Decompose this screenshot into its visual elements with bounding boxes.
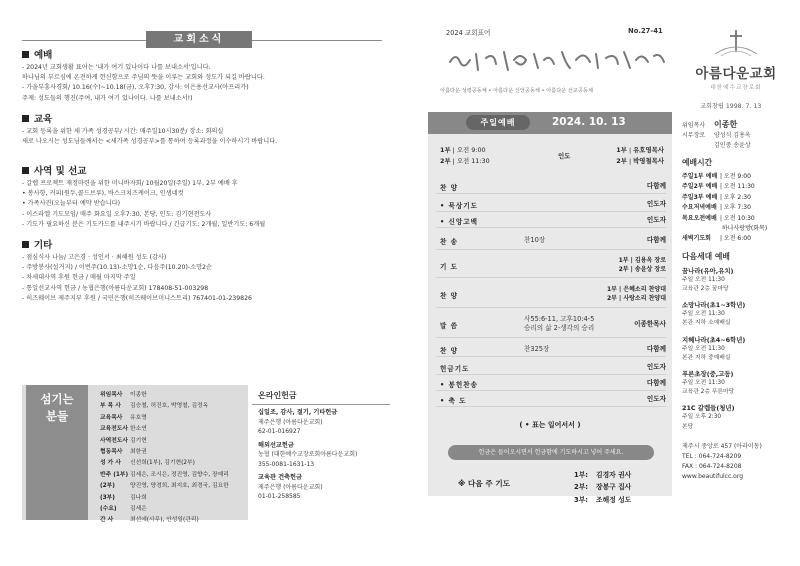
service-time: 하나사랑방(화목) (720, 225, 768, 233)
next-gen-detail: 교육관 2층 꿈마당 (682, 286, 729, 293)
order-detail (524, 345, 549, 354)
offering-detail: 제주은행 (아름다운교회) (258, 418, 323, 426)
next-prayer-part: 3부: (574, 495, 589, 504)
time-value: 오전 11:30 (456, 157, 490, 165)
leader-part: 1부 (616, 146, 627, 154)
staff-names: 유호영 (130, 414, 147, 421)
order-name: • 봉헌찬송 (440, 380, 478, 389)
order-leader (647, 182, 666, 191)
order-detail (524, 315, 594, 333)
next-gen-detail: 주일 오전 11:30 (682, 380, 725, 387)
news-section (22, 113, 390, 147)
staff-role: 성 가 사 (100, 460, 121, 467)
staff-names: 최선애(사무), 안성일(관리) (130, 517, 199, 524)
order-row (436, 178, 666, 194)
section-heading-text: 교육 (34, 114, 53, 125)
staff-row (100, 493, 246, 504)
section-heading (22, 49, 390, 63)
staff-names: 양진영, 양경희, 최지호, 최경국, 김요한 (130, 483, 229, 490)
news-line: - 가을부흥사경회/ 10.16(수)~10.18(금), 오후7:30, 강사: 이은용선교사(아프리카) (22, 84, 249, 92)
staff-label-line: 섬기는 (40, 392, 74, 406)
staff-row (100, 401, 246, 412)
order-leader-line: 1부 | 김용옥 장로 (618, 257, 666, 264)
church-name: 아름다운교회 (695, 66, 777, 82)
order-leader-line: 다함께 (646, 378, 666, 387)
staff-row (100, 481, 246, 492)
news-title: 교회소식 (146, 31, 252, 48)
staff-row (100, 504, 246, 515)
leader-name: 박영철목사 (633, 157, 664, 165)
staff-role: 교육전도사 (100, 426, 128, 433)
order-name: 말 씀 (440, 321, 459, 330)
bullet-square-icon (22, 167, 29, 174)
staff-role: (2부) (100, 483, 115, 490)
next-gen-title: 다음세대 예배 (682, 251, 730, 261)
staff-role: 부 목 사 (100, 403, 121, 410)
staff-names: 최한권 (130, 449, 147, 456)
service-row (682, 224, 794, 234)
staff-row (100, 436, 246, 447)
department-item: • 아름다운 선교공동체 (539, 88, 593, 94)
next-gen-detail: 주일 오전 11:30 (682, 311, 725, 318)
order-leader-line: 다함께 (646, 235, 666, 244)
service-name: 수요저녁예배 (682, 204, 717, 212)
order-leader-line: 1부 | 은혜소리 찬양대 (606, 286, 666, 293)
staff-names: 이종한 (130, 392, 147, 398)
order-leader (647, 363, 666, 372)
staff-role: (수요) (100, 506, 117, 513)
staff-row (100, 470, 246, 481)
news-section (22, 49, 390, 104)
next-prayer-title: ※ 다음 주 기도 (458, 479, 510, 488)
stand-note: ( • 표는 일어서서 ) (519, 421, 581, 429)
order-leader (647, 200, 666, 209)
next-prayer-part: 2부: (574, 483, 589, 492)
online-offering-title: 온라인헌금 (252, 385, 390, 405)
right-page (400, 0, 800, 566)
worship-header (428, 112, 672, 134)
order-leader-line: 2부 | 사랑소리 찬양대 (606, 295, 666, 302)
cross-logo-icon (711, 28, 761, 58)
service-row (682, 214, 794, 224)
news-section (22, 239, 390, 304)
order-leader-line: 인도자 (646, 394, 666, 403)
order-leader (647, 345, 666, 354)
order-row (436, 252, 666, 278)
order-row (436, 280, 666, 308)
order-leader (607, 285, 666, 303)
pastor-name: 이종한 (714, 120, 738, 129)
news-line: • 가족사진(오늘부터 예약 받습니다) (22, 200, 121, 208)
service-row (682, 172, 794, 182)
lead-label: 인도 (558, 152, 571, 160)
leader-name: 유호영목사 (633, 146, 664, 154)
order-name: 기 도 (440, 262, 459, 271)
order-detail (524, 236, 545, 245)
section-heading-text: 예배 (34, 50, 53, 61)
order-leader-line: 다함께 (646, 181, 666, 190)
worship-times (436, 145, 668, 175)
news-section (22, 165, 390, 230)
church-logo (684, 28, 788, 91)
news-header (0, 31, 400, 49)
next-gen-name: 소망나라(초1~3학년) (682, 301, 746, 310)
offering-account (252, 473, 390, 502)
order-leader (634, 320, 666, 329)
pastor-role: 시무장로 (682, 132, 706, 139)
next-prayer-row (574, 469, 631, 481)
time-row: 2부 | 오전 11:30 (440, 157, 490, 165)
order-name: • 묵상기도 (440, 201, 478, 210)
worship-panel (428, 112, 672, 504)
motto-label: 2024 교회표어 (446, 29, 491, 37)
staff-names: 김세은 (130, 506, 147, 513)
service-row (682, 234, 794, 244)
order-name: 찬 양 (440, 183, 459, 192)
order-row (436, 310, 666, 338)
next-gen-item (682, 403, 794, 431)
service-time: | 오전 6:00 (720, 235, 751, 243)
next-gen-item (682, 300, 794, 328)
order-leader (647, 395, 666, 404)
offering-type: 십일조, 감사, 절기, 기타헌금 (258, 409, 338, 416)
contact-line: TEL : 064-724-8209 (682, 453, 742, 461)
staff-list (100, 390, 246, 527)
news-line: - 갈렙 프로젝트 재정마련을 위한 미니바자회/ 10월20일(주일) 1부, 2부 예배 후 (22, 180, 238, 187)
news-line: 새로 나오시는 성도님들께서는 <새가족 성경공부>를 통하여 등록과정을 이수하시기 바랍니다. (22, 138, 278, 146)
pastor-row (682, 131, 794, 141)
order-leader (647, 379, 666, 388)
order-leader-line: 인도자 (646, 362, 666, 371)
next-prayer-name: 김경자 권사 (596, 471, 632, 479)
pastor-row (682, 141, 794, 151)
order-row (436, 230, 666, 250)
staff-row (100, 447, 246, 458)
news-line: - 히즈웨이브 제주지부 후원 / 국민은행(히즈웨이브미니스트리) 767401-01-239826 (22, 294, 252, 302)
section-heading (22, 165, 390, 179)
order-leader (647, 236, 666, 245)
service-time: | 오전 10:30 (720, 214, 755, 222)
staff-row (100, 515, 246, 526)
next-gen-item (682, 335, 794, 363)
issue-number: No.27-41 (628, 27, 663, 35)
service-name: 목요오전예배 (682, 214, 717, 222)
order-name: • 신앙고백 (440, 217, 478, 226)
service-time: | 오후 7:30 (720, 204, 751, 212)
staff-names: 한소연 (130, 426, 147, 433)
service-row (682, 193, 794, 203)
staff-role: (3부) (100, 494, 115, 501)
leader-row: 1부 | 유호영목사 (616, 146, 664, 154)
contact-line: 제주시 중앙로 457 (아라이동) (682, 442, 762, 450)
section-heading-text: 사역 및 선교 (34, 166, 87, 177)
founded-date: 교회창립 1998. 7. 13 (700, 103, 762, 110)
contact-info (682, 442, 794, 483)
department-item: 아름다운 성령공동체 (440, 88, 487, 94)
services-title: 예배시간 (682, 158, 713, 167)
next-gen-item (682, 369, 794, 397)
service-row (682, 203, 794, 213)
offering-detail: 01-01-258585 (258, 493, 301, 500)
order-detail-line: 찬325장 (524, 344, 550, 353)
pastor-name: 양성식 김용옥 (714, 132, 751, 139)
section-heading-text: 기타 (34, 240, 53, 251)
next-gen-detail: 본관 지하 중예배실 (682, 354, 731, 361)
offering-note: 헌금은 들어오시면서 헌금함에 기도하시고 넣어 주세요. (448, 445, 654, 460)
offering-detail: 62-01-016927 (258, 428, 301, 435)
next-prayer-list (574, 469, 631, 506)
staff-names: 김기현 (130, 437, 147, 444)
news-line: - 교회 등록을 위한 새 가족 성경공부/ 시간: 매주일10시30분/ 장소: 회의실 (22, 128, 224, 135)
order-row (436, 212, 666, 228)
order-name: 헌금기도 (440, 364, 470, 373)
staff-role: 사역전도사 (100, 437, 128, 444)
denomination: 대한예수교장로회 (710, 85, 762, 91)
info-sidebar (682, 120, 794, 483)
staff-label (26, 385, 88, 520)
news-line: - 2024년 교회생활 표어는 '내가 여기 있나이다 나를 보내소서'입니다. (22, 64, 211, 71)
next-gen-name: 꿈나라(유아,유치) (682, 266, 734, 275)
staff-row (100, 413, 246, 424)
staff-role: 간 사 (100, 517, 114, 524)
offering-type: 교육관 건축헌금 (258, 474, 302, 481)
service-name: 주일2부 예배 (682, 183, 718, 191)
pastor-name: 김인중 송윤상 (714, 142, 751, 149)
department-item: • 아름다운 신앙공동체 (486, 88, 540, 94)
next-gen-detail: 주일 오전 11:30 (682, 276, 725, 283)
order-detail-line: 사55:6-11, 고후10:4-5 (524, 315, 595, 323)
news-line: - 기도가 필요하신 분은 기도카드를 내주시기 바랍니다./ 긴급기도: 2개월, 일반기도: 6개월 (22, 220, 266, 228)
staff-names: 김승철, 허진호, 박영철, 김정옥 (130, 403, 209, 410)
next-gen-name: 지혜나라(초4~6학년) (682, 335, 746, 344)
section-heading (22, 113, 390, 127)
order-detail-line: 승리의 삶 2-생각의 승리 (524, 324, 595, 332)
offering-detail: 제주은행 (아름다운교회) (258, 483, 323, 491)
staff-names: 김세은, 조시은, 정진영, 김향수, 장예리 (130, 471, 229, 478)
staff-box (22, 385, 248, 524)
service-name: 새벽기도회 (682, 235, 711, 243)
order-row (436, 359, 666, 375)
staff-role: 협동목사 (100, 449, 123, 456)
order-leader (619, 256, 666, 274)
handwritten-slogan (440, 40, 680, 80)
order-leader (647, 216, 666, 225)
next-prayer-row (574, 481, 631, 493)
order-leader-line: 인도자 (646, 215, 666, 224)
order-row (436, 391, 666, 407)
staff-label-line: 분들 (45, 409, 69, 423)
staff-row (100, 458, 246, 469)
offering-account (252, 408, 390, 437)
order-leader-line: 이종한목사 (634, 319, 666, 328)
staff-names: 신선희(1부), 김기현(2부) (130, 460, 195, 467)
next-gen-item (682, 266, 794, 294)
time-value: 오전 9:00 (456, 146, 486, 154)
leader-part: 2부 (616, 157, 627, 165)
offering-detail: 355-0081-1631-13 (258, 460, 315, 468)
service-time: | 오전 9:00 (720, 173, 751, 180)
section-heading (22, 239, 390, 253)
order-leader-line: 2부 | 송윤상 장로 (618, 266, 666, 273)
news-line: - 차세대사역 후원 헌금 / 매월 마지막 주일 (22, 274, 136, 282)
pastor-row (682, 120, 794, 131)
staff-role: 반주 (1부) (100, 471, 129, 478)
department-row (440, 87, 686, 94)
bullet-square-icon (22, 51, 29, 58)
service-name: 주일3부 예배 (682, 193, 718, 201)
service-time: | 오전 11:30 (720, 183, 755, 191)
pastor-role: 위임목사 (682, 122, 706, 129)
order-row (436, 341, 666, 357)
bullet-square-icon (22, 241, 29, 248)
order-name: 찬 양 (440, 291, 459, 300)
staff-row (100, 390, 246, 401)
bullet-square-icon (22, 115, 29, 122)
news-line: - 주방봉사(설거지) / 이번주(10.13)-소망1순, 다음주(10.20)-소망2순 (22, 264, 212, 272)
order-detail-line: 찬10장 (524, 235, 546, 244)
next-prayer-row (574, 494, 631, 506)
online-offering-box (252, 385, 390, 520)
staff-role: 위임목사 (100, 392, 123, 398)
news-line: - 점심식사 나눔/ 고은경 · 성인서 · 최해원 성도 (감사) (22, 254, 167, 261)
next-gen-detail: 교육관 2층 푸른마당 (682, 389, 735, 396)
worship-label: 주일예배 (466, 115, 530, 130)
offering-type: 해외선교헌금 (258, 441, 294, 449)
worship-date: 2024. 10. 13 (552, 116, 626, 128)
order-leader-line: 인도자 (646, 199, 666, 208)
time-part: 2부 (440, 157, 451, 165)
news-line: - 이스라엘 기도모임/ 매주 화요일 오후7:30, 본당, 인도: 김기현전도사 (22, 210, 212, 218)
news-line: • 봉사항, 커피(원두,콜드브루), 바스크치즈케이크, 인생네컷 (22, 190, 184, 198)
leader-row: 2부 | 박영철목사 (616, 157, 664, 165)
order-leader-line: 다함께 (646, 344, 666, 353)
service-name: 주일1부 예배 (682, 173, 718, 180)
service-row (682, 182, 794, 192)
news-line: - 통일선교사역 헌금 / 농협은행(아름다운교회) 178408-51-003298 (22, 284, 209, 292)
staff-row (100, 424, 246, 435)
next-prayer-name: 조해정 성도 (596, 495, 632, 504)
order-name: • 축 도 (440, 396, 467, 405)
next-gen-detail: 주일 오전 11:30 (682, 345, 725, 352)
order-name: 찬 송 (440, 237, 459, 246)
next-gen-name: 푸른초장(중,고등) (682, 370, 734, 379)
order-row (436, 196, 666, 212)
contact-line: www.beautifulcc.org (682, 473, 744, 481)
next-prayer-part: 1부: (574, 471, 589, 479)
next-gen-detail: 본관 지하 소예배실 (682, 320, 731, 327)
next-prayer-name: 장봉구 집사 (596, 483, 632, 492)
next-gen-detail: 주일 오후 2:30 (682, 414, 722, 421)
next-gen-name: 21C 갈렙들(청년) (682, 404, 735, 413)
order-row (436, 375, 666, 391)
contact-line: FAX : 064-724-8208 (682, 463, 742, 471)
offering-account (252, 441, 390, 470)
news-line: 하나님의 부르심에 온전하게 헌신함으로 주님의 뜻을 이루는 교회와 성도가 되길 바랍니다. (22, 74, 265, 82)
time-row: 1부 | 오전 9:00 (440, 146, 486, 154)
next-gen-detail: 본당 (682, 423, 694, 430)
news-line: 주제: 성도들의 행진(주여, 내가 여기 있나이다. 나를 보내소서!) (22, 94, 193, 102)
staff-names: 김나희 (130, 494, 147, 501)
time-part: 1부 (440, 146, 451, 154)
staff-role: 교육목사 (100, 414, 123, 421)
order-name: 찬 양 (440, 346, 459, 355)
service-time: | 오후 2:30 (720, 193, 751, 201)
offering-detail: 농협 (대한예수교장로회아름다운교회) (258, 451, 358, 458)
